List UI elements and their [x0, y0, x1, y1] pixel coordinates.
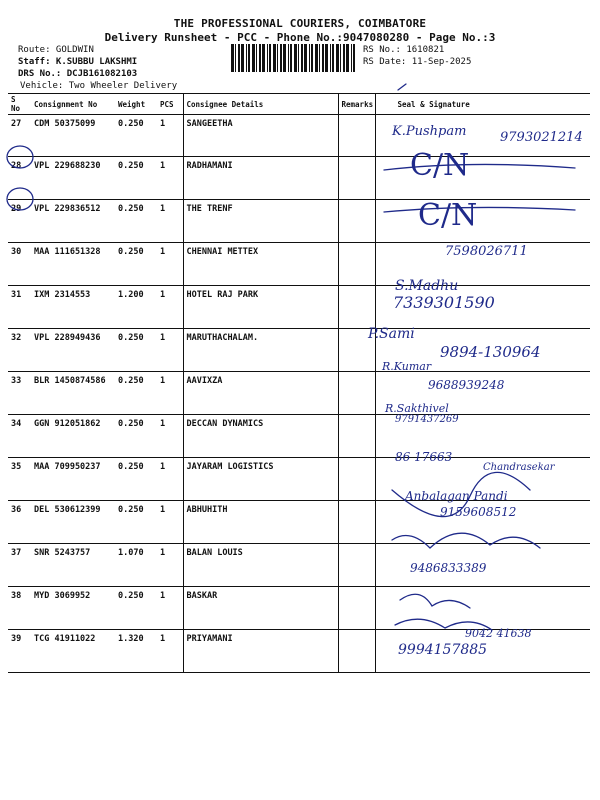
cell-weight: 0.250 [115, 157, 157, 200]
cell-seal-signature [375, 200, 590, 243]
signature-phone: 9486833389 [410, 561, 487, 575]
col-header-remarks: Remarks [338, 94, 375, 115]
barcode-image [231, 44, 357, 72]
stroke-line [398, 84, 406, 90]
cell-pcs: 1 [157, 329, 183, 372]
staff-label: Staff: K.SUBBU LAKSHMI [18, 57, 138, 67]
signature-phone: 9994157885 [398, 642, 488, 658]
col-header-weight: Weight [115, 94, 157, 115]
cell-sno: 28 [8, 157, 31, 200]
vehicle-label: Vehicle: Two Wheeler Delivery [20, 81, 178, 91]
cell-weight: 0.250 [115, 243, 157, 286]
cell-consignment: BLR 1450874586 [31, 372, 115, 415]
signature-phone: 7598026711 [445, 244, 528, 259]
table-row [8, 372, 590, 415]
cell-weight: 0.250 [115, 115, 157, 157]
cell-seal-signature [375, 329, 590, 372]
cell-consignment: VPL 228949436 [31, 329, 115, 372]
cell-consignee: BASKAR [183, 587, 338, 630]
table-row [8, 243, 590, 286]
cell-seal-signature [375, 286, 590, 329]
cell-sno: 35 [8, 458, 31, 501]
runsheet-table [8, 93, 590, 673]
table-row [8, 630, 590, 673]
cell-sno: 36 [8, 501, 31, 544]
cell-remarks [338, 200, 375, 243]
cell-consignee: THE TRENF [183, 200, 338, 243]
cell-sno: 31 [8, 286, 31, 329]
table-row [8, 329, 590, 372]
cell-sno: 37 [8, 544, 31, 587]
cell-remarks [338, 286, 375, 329]
cell-consignee: CHENNAI METTEX [183, 243, 338, 286]
cell-consignee: ABHUHITH [183, 501, 338, 544]
cell-sno: 33 [8, 372, 31, 415]
cell-consignee: SANGEETHA [183, 115, 338, 157]
signature-phone: 9159608512 [440, 505, 517, 519]
cell-sno: 34 [8, 415, 31, 458]
cell-consignee: BALAN LOUIS [183, 544, 338, 587]
cell-remarks [338, 544, 375, 587]
cell-remarks [338, 587, 375, 630]
cell-seal-signature [375, 458, 590, 501]
signature-phone: 86 17663 [395, 450, 453, 464]
cell-consignee: JAYARAM LOGISTICS [183, 458, 338, 501]
cell-remarks [338, 458, 375, 501]
cell-weight: 0.250 [115, 200, 157, 243]
cell-pcs: 1 [157, 115, 183, 157]
cell-seal-signature [375, 243, 590, 286]
cell-consignee: AAVIXZA [183, 372, 338, 415]
cell-seal-signature [375, 415, 590, 458]
cell-weight: 0.250 [115, 587, 157, 630]
table-row [8, 415, 590, 458]
signature-phone: 9894-130964 [440, 343, 541, 361]
signature-phone: 9791437269 [395, 414, 459, 425]
cell-consignment: VPL 229688230 [31, 157, 115, 200]
cell-sno: 32 [8, 329, 31, 372]
cell-pcs: 1 [157, 458, 183, 501]
cell-consignee: MARUTHACHALAM. [183, 329, 338, 372]
cell-pcs: 1 [157, 544, 183, 587]
cell-remarks [338, 415, 375, 458]
cell-consignment: CDM 50375099 [31, 115, 115, 157]
col-header-pcs: PCS [157, 94, 183, 115]
cell-consignment: TCG 41911022 [31, 630, 115, 673]
table-row [8, 115, 590, 157]
cell-weight: 0.250 [115, 501, 157, 544]
cell-weight: 0.250 [115, 415, 157, 458]
signature-name: K.Pushpam [392, 124, 467, 139]
cell-sno: 39 [8, 630, 31, 673]
cell-sno: 30 [8, 243, 31, 286]
cn-mark: C/N [418, 198, 478, 233]
cell-pcs: 1 [157, 200, 183, 243]
cell-remarks [338, 501, 375, 544]
signature-name: P.Sami [368, 326, 415, 342]
signature-phone: 9042 41638 [465, 627, 532, 640]
cell-seal-signature [375, 115, 590, 157]
table-row [8, 501, 590, 544]
table-row [8, 286, 590, 329]
document-subtitle: Delivery Runsheet - PCC - Phone No.:9047080280 - Page No.:3 [104, 31, 496, 44]
cell-consignment: DEL 530612399 [31, 501, 115, 544]
table-row [8, 544, 590, 587]
cell-remarks [338, 115, 375, 157]
table-header-row [8, 94, 590, 115]
cell-pcs: 1 [157, 372, 183, 415]
cell-pcs: 1 [157, 415, 183, 458]
rs-number: RS No.: 1610821 [363, 45, 445, 55]
cell-seal-signature [375, 501, 590, 544]
cell-consignment: SNR 5243757 [31, 544, 115, 587]
signature-name: Anbalagan Pandi [405, 489, 508, 503]
cell-remarks [338, 329, 375, 372]
cell-consignment: VPL 229836512 [31, 200, 115, 243]
signature-name: R.Sakthivel [385, 402, 449, 415]
signature-name: Chandrasekar [483, 462, 555, 473]
col-header-consignment: Consignment No [31, 94, 115, 115]
cell-weight: 1.200 [115, 286, 157, 329]
cell-pcs: 1 [157, 501, 183, 544]
cell-remarks [338, 372, 375, 415]
cell-consignee: PRIYAMANI [183, 630, 338, 673]
cell-consignee: DECCAN DYNAMICS [183, 415, 338, 458]
cell-pcs: 1 [157, 286, 183, 329]
cell-seal-signature [375, 587, 590, 630]
cell-pcs: 1 [157, 630, 183, 673]
cell-seal-signature [375, 630, 590, 673]
route-label: Route: GOLDWIN [18, 45, 94, 55]
cell-weight: 0.250 [115, 458, 157, 501]
cell-consignment: MYD 3069952 [31, 587, 115, 630]
rs-date: RS Date: 11-Sep-2025 [363, 57, 472, 67]
cell-seal-signature [375, 372, 590, 415]
cell-weight: 1.070 [115, 544, 157, 587]
cell-consignment: IXM 2314553 [31, 286, 115, 329]
col-header-seal: Seal & Signature [375, 94, 590, 115]
document-title: THE PROFESSIONAL COURIERS, COIMBATORE [173, 17, 427, 30]
cell-remarks [338, 243, 375, 286]
table-row [8, 587, 590, 630]
cell-consignment: GGN 912051862 [31, 415, 115, 458]
cn-mark: C/N [410, 148, 470, 183]
signature-name: S.Madhu [395, 278, 459, 294]
cell-consignment: MAA 709950237 [31, 458, 115, 501]
cell-consignee: RADHAMANI [183, 157, 338, 200]
drs-number: DRS No.: DCJB161082103 [18, 69, 138, 79]
cell-sno: 38 [8, 587, 31, 630]
col-header-sno: S No [8, 94, 31, 115]
cell-weight: 0.250 [115, 329, 157, 372]
cell-consignee: HOTEL RAJ PARK [183, 286, 338, 329]
cell-seal-signature [375, 544, 590, 587]
table-row [8, 458, 590, 501]
cell-weight: 0.250 [115, 372, 157, 415]
signature-name: R.Kumar [382, 360, 432, 373]
cell-pcs: 1 [157, 587, 183, 630]
cell-sno: 27 [8, 115, 31, 157]
cell-pcs: 1 [157, 157, 183, 200]
cell-sno: 29 [8, 200, 31, 243]
cell-remarks [338, 630, 375, 673]
cell-pcs: 1 [157, 243, 183, 286]
signature-phone: 9793021214 [500, 130, 583, 145]
signature-phone: 9688939248 [428, 378, 505, 392]
col-header-consignee: Consignee Details [183, 94, 338, 115]
cell-remarks [338, 157, 375, 200]
cell-seal-signature [375, 157, 590, 200]
table-row [8, 200, 590, 243]
cell-consignment: MAA 111651328 [31, 243, 115, 286]
cell-weight: 1.320 [115, 630, 157, 673]
table-row [8, 157, 590, 200]
signature-phone: 7339301590 [393, 293, 495, 312]
